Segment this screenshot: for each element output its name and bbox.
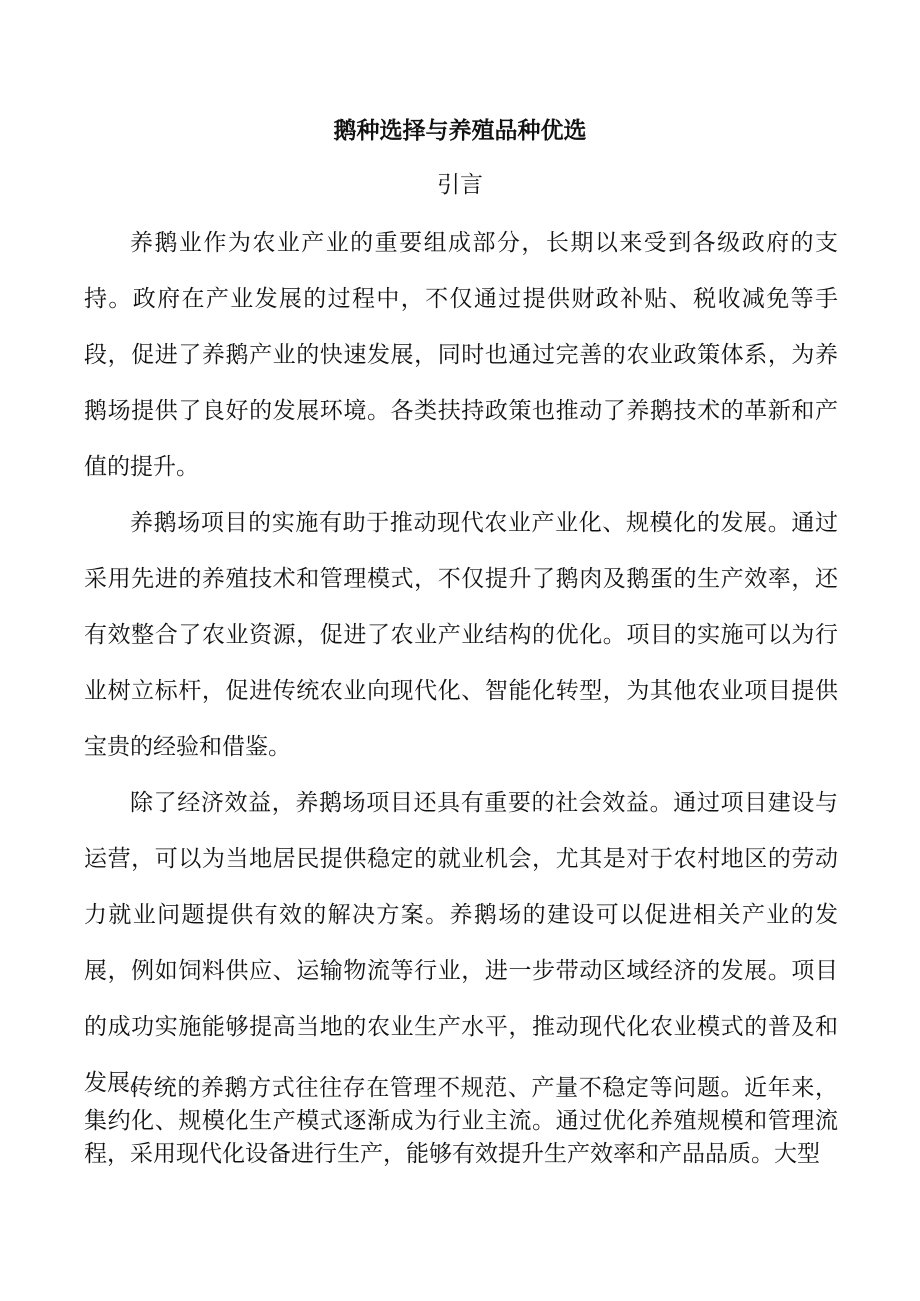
- paragraph-3: 除了经济效益，养鹅场项目还具有重要的社会效益。通过项目建设与运营，可以为当地居民提供稳定的就业机会，尤其是对于农村地区的劳动力就业问题提供有效的解决方案。养鹅场的建设可以促进相关产业的发展，例如饲料供应、运输物流等行业，进一步带动区域经济的发展。项目的成功实施能够提高当地的农业生产水平，推动现代化农业模式的普及和发展。: [84, 790, 838, 1096]
- section-heading-introduction: 引言: [437, 172, 483, 198]
- document-title: 鹅种选择与养殖品种优选: [333, 117, 587, 144]
- paragraph-1: 养鹅业作为农业产业的重要组成部分，长期以来受到各级政府的支持。政府在产业发展的过程中，不仅通过提供财政补贴、税收减免等手段，促进了养鹅产业的快速发展，同时也通过完善的农业政策体系，为养鹅场提供了良好的发展环境。各类扶持政策也推动了养鹅技术的革新和产值的提升。: [84, 230, 838, 480]
- paragraph-4: 传统的养鹅方式往往存在管理不规范、产量不稳定等问题。近年来，集约化、规模化生产模式逐渐成为行业主流。通过优化养殖规模和管理流程，采用现代化设备进行生产，能够有效提升生产效率和产品品质。大型: [84, 1075, 838, 1167]
- paragraph-2: 养鹅场项目的实施有助于推动现代农业产业化、规模化的发展。通过采用先进的养殖技术和管理模式，不仅提升了鹅肉及鹅蛋的生产效率，还有效整合了农业资源，促进了农业产业结构的优化。项目的实施可以为行业树立标杆，促进传统农业向现代化、智能化转型，为其他农业项目提供宝贵的经验和借鉴。: [84, 510, 838, 760]
